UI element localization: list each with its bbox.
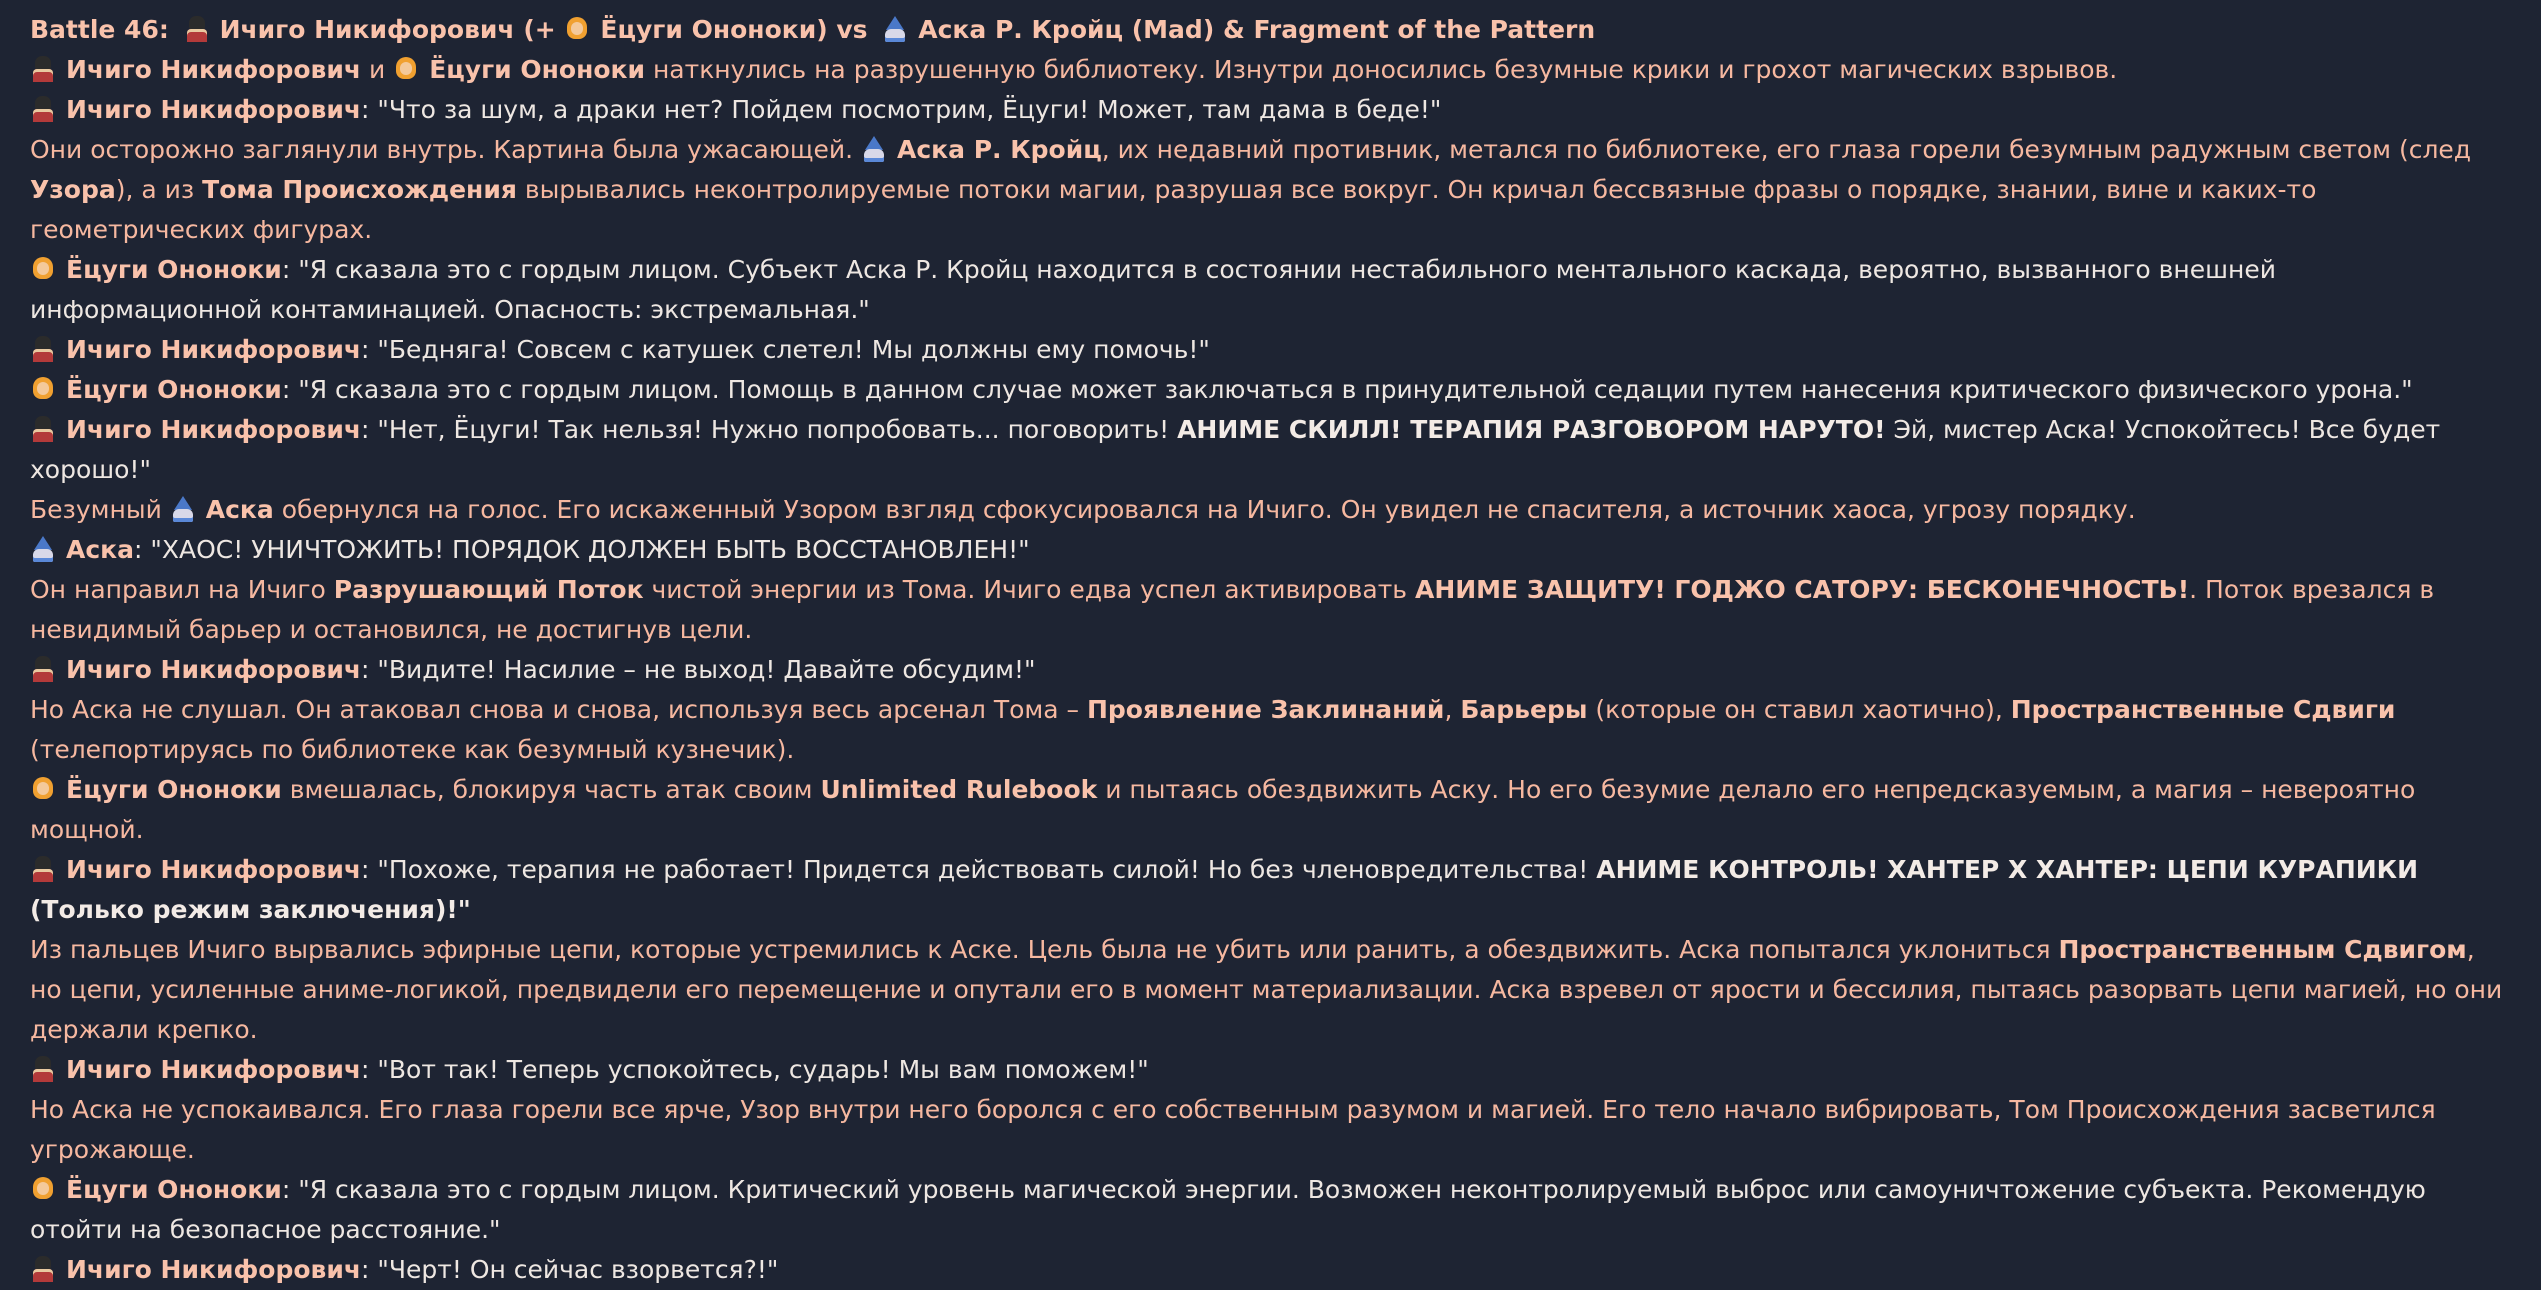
ninja-icon [30, 336, 56, 362]
orange-hair-person-icon [393, 56, 419, 82]
log-line-12 [30, 690, 2511, 770]
speaker-name: Ичиго Никифорович [66, 855, 362, 884]
line-text: , их недавний противник, метался по библиотеке, его глаза горели безумным радужным светом (след [1101, 135, 2472, 164]
line-text: Но Аска не успокаивался. Его глаза горели все ярче, Узор внутри него боролся с его собственным разумом и магией. Его тело начало вибрировать, Том Происхождения засветился угрожающе. [30, 1095, 2436, 1164]
orange-hair-person-icon [30, 1176, 56, 1202]
wizard-icon [170, 496, 196, 522]
speaker-name: Ичиго Никифорович [66, 415, 362, 444]
title-ezugi: Ёцуги Ононоки [600, 15, 817, 44]
orange-hair-person-icon [30, 256, 56, 282]
speaker-name: Ичиго Никифорович [66, 95, 362, 124]
log-line-16 [30, 1050, 2511, 1090]
line-text: ), а из [115, 175, 203, 204]
ninja-icon [30, 1256, 56, 1282]
log-line-15 [30, 930, 2511, 1050]
battle-number: Battle 46: [30, 15, 169, 44]
speech-text: : "Похоже, терапия не работает! Придется действовать силой! Но без членовредительства! [361, 855, 1597, 884]
speaker-name: Ичиго Никифорович [66, 1055, 362, 1084]
speaker-name: Аска [66, 535, 135, 564]
line-text: , но цепи, усиленные аниме-логикой, предвидели его перемещение и опутали его в момент материализации. Аска взревел от ярости и бессилия, пытаясь разорвать цепи магией, но они держали крепко. [30, 935, 2503, 1044]
skill-callout: АНИМЕ СКИЛЛ! ТЕРАПИЯ РАЗГОВОРОМ НАРУТО! [1177, 415, 1886, 444]
log-line-10 [30, 570, 2511, 650]
speaker-name: Аска [205, 495, 274, 524]
speaker-name: Ичиго Никифорович [66, 655, 362, 684]
highlight-term: Проявление Заклинаний [1086, 695, 1445, 724]
speaker-name: Ёцуги Ононоки [66, 255, 282, 284]
line-text: Безумный [30, 495, 170, 524]
highlight-term: Барьеры [1460, 695, 1588, 724]
log-line-14 [30, 850, 2511, 930]
speech-text: : "Вот так! Теперь успокойтесь, сударь! Мы вам поможем!" [361, 1055, 1149, 1084]
ninja-icon [30, 656, 56, 682]
ninja-icon [30, 856, 56, 882]
log-line-8 [30, 490, 2511, 530]
log-line-18 [30, 1170, 2511, 1250]
line-text: обернулся на голос. Его искаженный Узором взгляд сфокусировался на Ичиго. Он увидел не спасителя, а источник хаоса, угрозу порядку. [273, 495, 2136, 524]
speech-text: : "Нет, Ёцуги! Так нельзя! Нужно попробовать... поговорить! [361, 415, 1178, 444]
highlight-term: Тома Происхождения [202, 175, 517, 204]
line-text: и пытаясь обездвижить Аску. Но его безумие делало его непредсказуемым, а магия – невероятно мощной. [30, 775, 2416, 844]
speech-text: : "Видите! Насилие – не выход! Давайте обсудим!" [361, 655, 1036, 684]
skill-callout: АНИМЕ КОНТРОЛЬ! ХАНТЕР Х ХАНТЕР: ЦЕПИ КУРАПИКИ (Только режим заключения)!" [30, 855, 2419, 924]
log-line-17 [30, 1090, 2511, 1170]
speech-text: : "Черт! Он сейчас взорвется?!" [361, 1255, 779, 1284]
line-text: вмешалась, блокируя часть атак своим [281, 775, 821, 804]
orange-hair-person-icon [564, 16, 590, 42]
log-line-9 [30, 530, 2511, 570]
wizard-icon [861, 136, 887, 162]
line-text: наткнулись на разрушенную библиотеку. Изнутри доносились безумные крики и грохот магических взрывов. [645, 55, 2118, 84]
battle-title [30, 10, 2511, 50]
title-vs: ) vs [816, 15, 868, 44]
speech-text: : "Я сказала это с гордым лицом. Помощь в данном случае может заключаться в принудительной седации путем нанесения критического физического урона." [281, 375, 2413, 404]
log-line-11 [30, 650, 2511, 690]
log-line-2 [30, 90, 2511, 130]
speaker-name: Ёцуги Ононоки [429, 55, 646, 84]
speech-text: : "Я сказала это с гордым лицом. Субъект Аска Р. Кройц находится в состоянии нестабильного ментального каскада, вероятно, вызванного внешней информационной контаминацией. Опасность: экстремальная." [30, 255, 2276, 324]
log-line-6 [30, 370, 2511, 410]
speaker-name: Ичиго Никифорович [66, 55, 362, 84]
speaker-name: Ичиго Никифорович [66, 1255, 362, 1284]
speaker-name: Ёцуги Ононоки [66, 375, 282, 404]
speaker-name: Ёцуги Ононоки [66, 775, 282, 804]
speech-text: Эй, мистер Аска! Успокойтесь! Все будет хорошо!" [30, 415, 2441, 484]
speaker-name: Ичиго Никифорович [66, 335, 362, 364]
log-line-1 [30, 50, 2511, 90]
line-text: , [1444, 695, 1461, 724]
log-line-7 [30, 410, 2511, 490]
ninja-icon [30, 1056, 56, 1082]
title-plus: (+ [523, 15, 556, 44]
line-text: вырывались неконтролируемые потоки магии, разрушая все вокруг. Он кричал бессвязные фразы о порядке, знании, вине и каких-то геометрических фигурах. [30, 175, 2317, 244]
line-text: чистой энергии из Тома. Ичиго едва успел активировать [643, 575, 1415, 604]
highlight-term: Узора [30, 175, 116, 204]
speech-text: : "Я сказала это с гордым лицом. Критический уровень магической энергии. Возможен неконтролируемый выброс или самоуничтожение субъекта. Рекомендую отойти на безопасное расстояние." [30, 1175, 2426, 1244]
wizard-icon [30, 536, 56, 562]
log-line-3 [30, 130, 2511, 250]
line-text: и [361, 55, 394, 84]
ninja-icon [184, 16, 210, 42]
speech-text: : "Что за шум, а драки нет? Пойдем посмотрим, Ёцуги! Может, там дама в беде!" [361, 95, 1442, 124]
orange-hair-person-icon [30, 776, 56, 802]
speaker-name: Ёцуги Ононоки [66, 1175, 282, 1204]
log-line-19 [30, 1250, 2511, 1290]
line-text: Из пальцев Ичиго вырвались эфирные цепи, которые устремились к Аске. Цель была не убить или ранить, а обездвижить. Аска попытался уклониться [30, 935, 2059, 964]
title-ichigo: Ичиго Никифорович [219, 15, 515, 44]
line-text: Он направил на Ичиго [30, 575, 334, 604]
log-line-13 [30, 770, 2511, 850]
line-text: . Поток врезался в невидимый барьер и остановился, не достигнув цели. [30, 575, 2435, 644]
speaker-name: Аска Р. Кройц [896, 135, 1102, 164]
line-text: (телепортируясь по библиотеке как безумный кузнечик). [30, 735, 795, 764]
log-line-4 [30, 250, 2511, 330]
speech-text: : "ХАОС! УНИЧТОЖИТЬ! ПОРЯДОК ДОЛЖЕН БЫТЬ ВОССТАНОВЛЕН!" [134, 535, 1030, 564]
highlight-term: Пространственным Сдвигом [2058, 935, 2467, 964]
line-text: (которые он ставил хаотично), [1587, 695, 2011, 724]
highlight-term: Разрушающий Поток [333, 575, 644, 604]
wizard-icon [882, 16, 908, 42]
line-text: Но Аска не слушал. Он атаковал снова и снова, используя весь арсенал Тома – [30, 695, 1087, 724]
battle-log [30, 10, 2511, 1290]
highlight-term: АНИМЕ ЗАЩИТУ! ГОДЖО САТОРУ: БЕСКОНЕЧНОСТЬ! [1414, 575, 2190, 604]
ninja-icon [30, 56, 56, 82]
line-text: Они осторожно заглянули внутрь. Картина была ужасающей. [30, 135, 861, 164]
title-aska: Аска Р. Кройц (Mad) & Fragment of the Pattern [918, 15, 1596, 44]
log-line-5 [30, 330, 2511, 370]
ninja-icon [30, 96, 56, 122]
highlight-term: Unlimited Rulebook [820, 775, 1098, 804]
speech-text: : "Бедняга! Совсем с катушек слетел! Мы должны ему помочь!" [361, 335, 1210, 364]
ninja-icon [30, 416, 56, 442]
highlight-term: Пространственные Сдвиги [2010, 695, 2396, 724]
orange-hair-person-icon [30, 376, 56, 402]
